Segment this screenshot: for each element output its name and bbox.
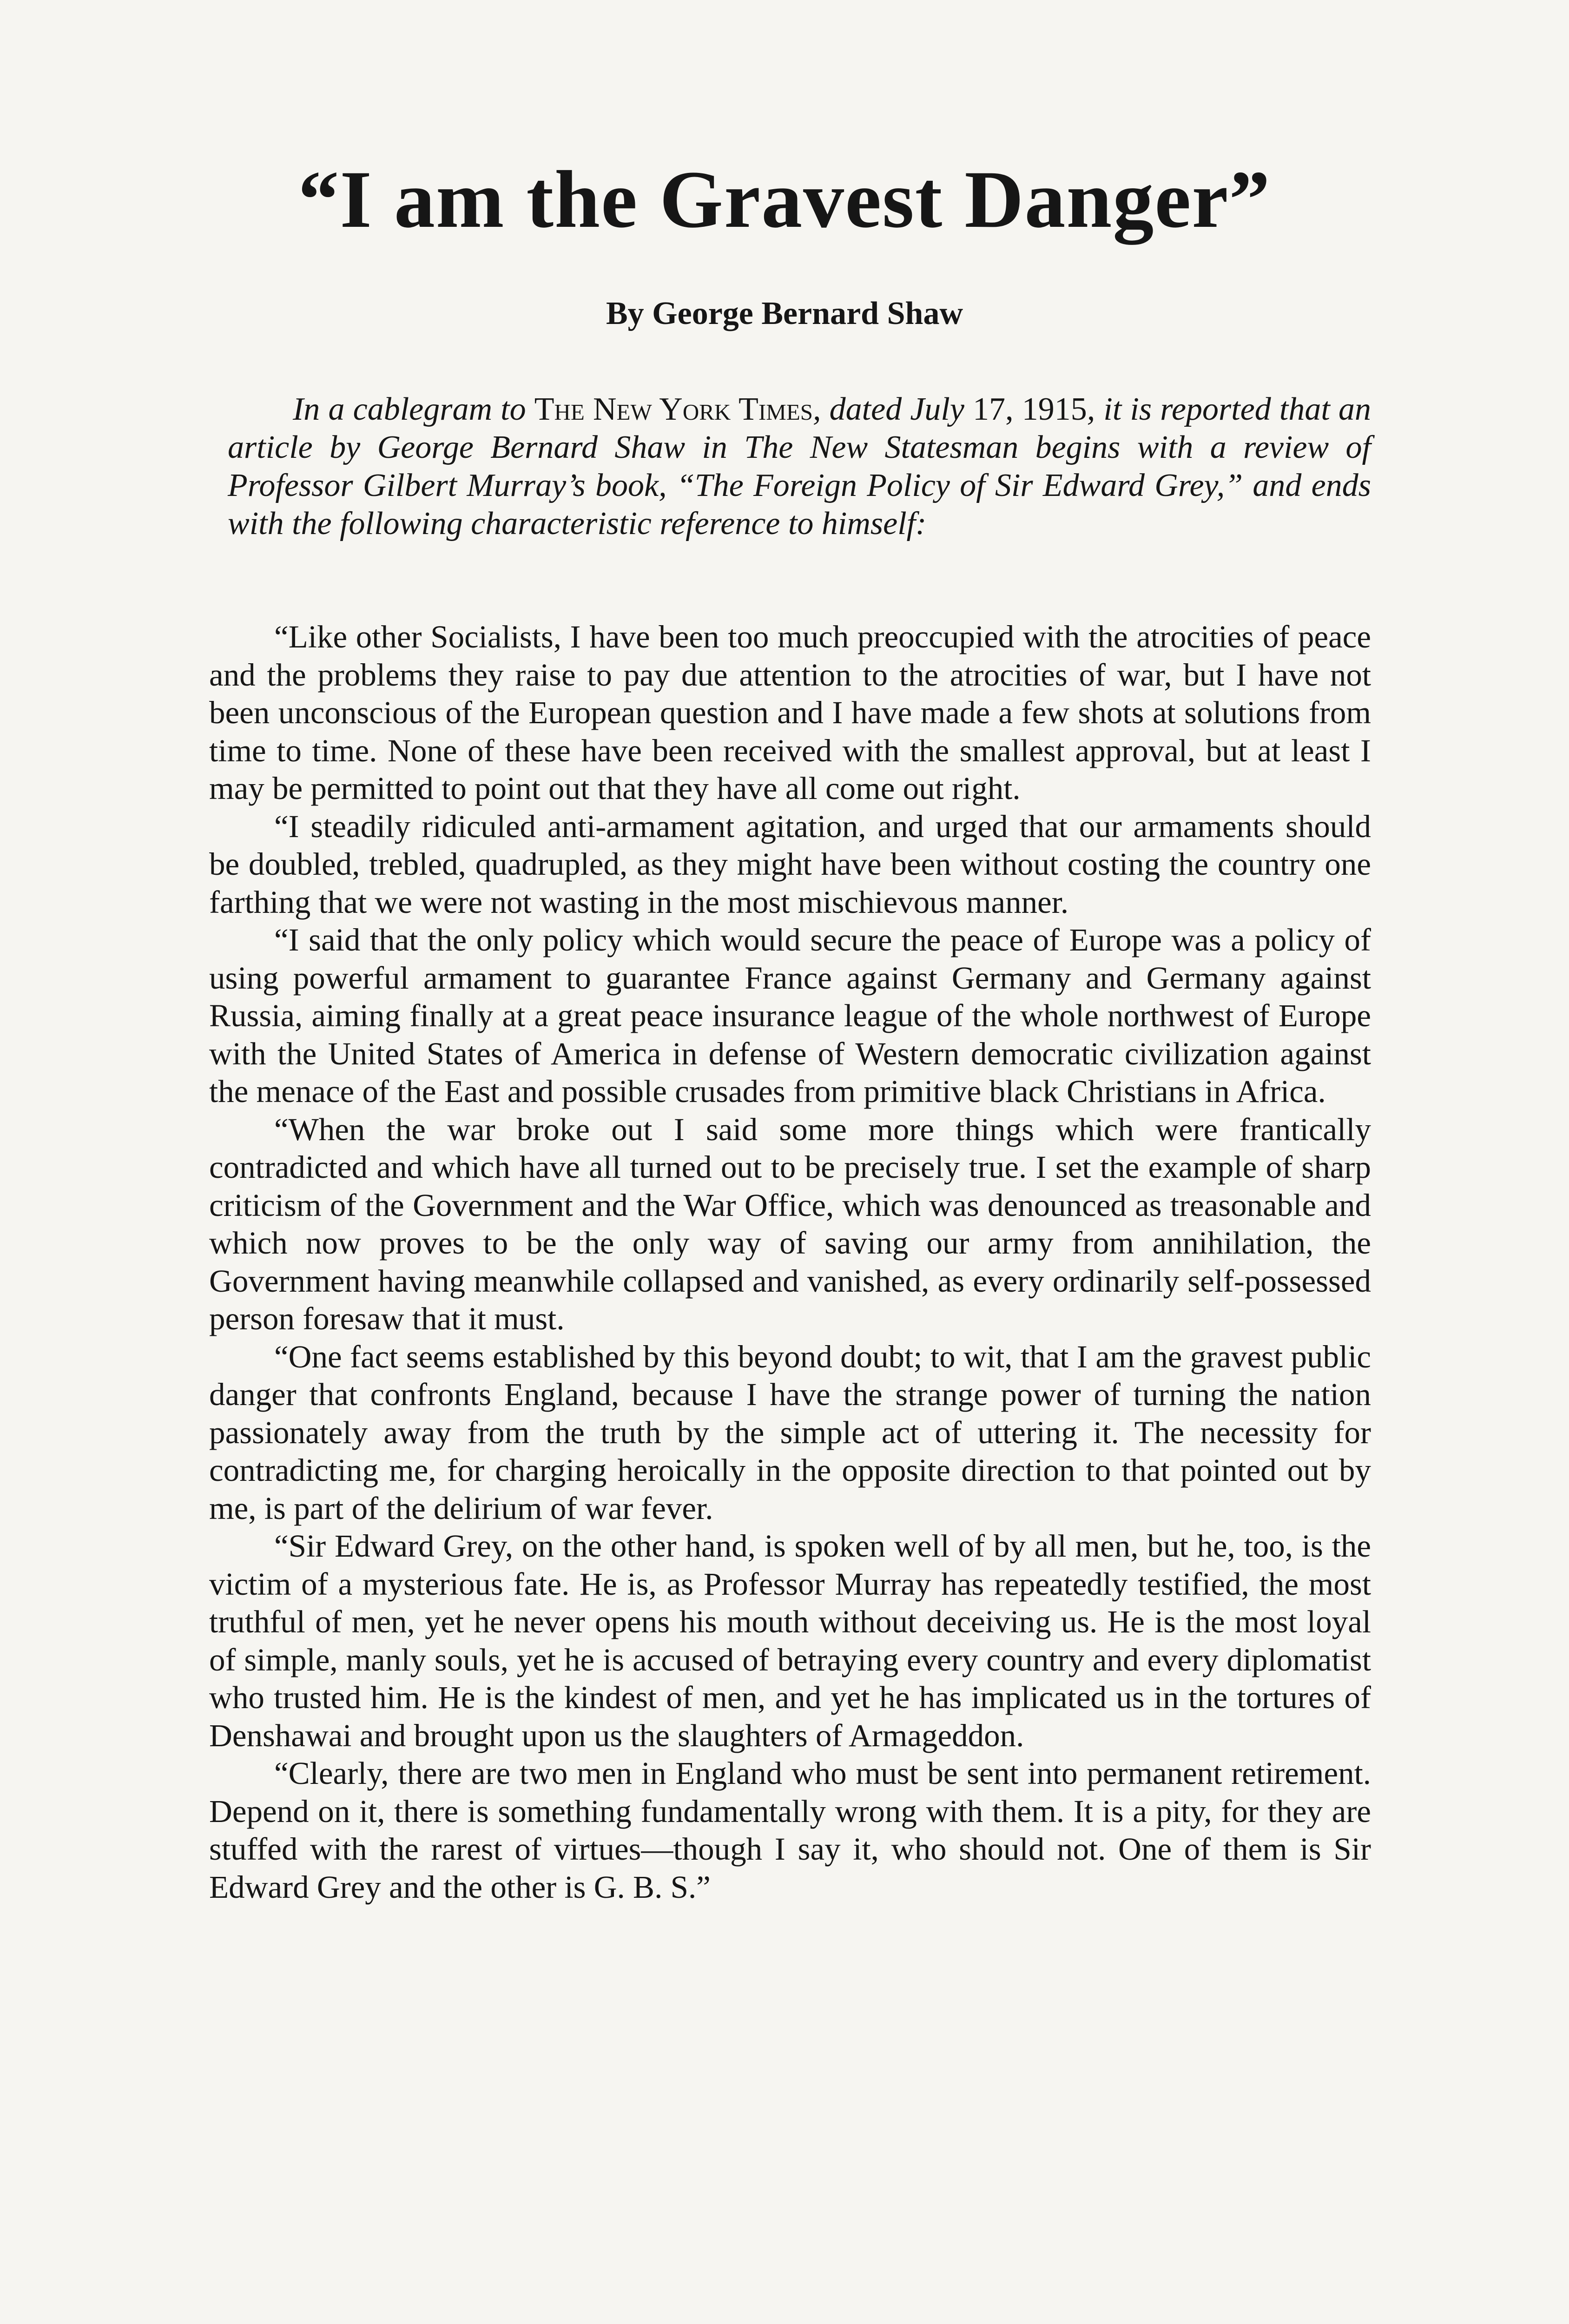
- intro-date: 17, 1915: [973, 391, 1087, 427]
- paragraph: “Like other Socialists, I have been too much preoccupied with the atrocities of peace and the problems they raise to pay due attention to the atrocities of war, but I have not been unconscious of the European question and I have made a few shots at solutions from time to time. None of these have been received with the smallest approval, but at least I may be permitted to point out that they have all come out right.: [209, 619, 1371, 806]
- paragraph: “I steadily ridiculed anti-armament agitation, and urged that our armaments should be doubled, trebled, quadrupled, as they might have been without costing the country one farthing that we were not wasting in the most mischievous manner.: [209, 808, 1371, 920]
- byline: By George Bernard Shaw: [606, 296, 963, 331]
- paragraph: “One fact seems established by this beyond doubt; to wit, that I am the gravest public danger that confronts England, because I have the strange power of turning the nation passionately away from the truth by the simple act of uttering it. The necessity for contradicting me, for charging heroically in the opposite direction to that pointed out by me, is part of the delirium of war fever.: [209, 1339, 1371, 1526]
- newspaper-name: The New York Times: [534, 391, 813, 427]
- paragraph: “When the war broke out I said some more things which were frantically contradicted and which have all turned out to be precisely true. I set the example of sharp criticism of the Government and the War Office, which was denounced as treasonable and which now proves to be the only way of saving our army from annihilation, the Government having meanwhile collapsed and vanished, as every ordinarily self-possessed person foresaw that it must.: [209, 1111, 1371, 1336]
- article-title: “I am the Gravest Danger”: [298, 154, 1271, 245]
- intro-note: [228, 390, 1371, 543]
- paragraph: “Clearly, there are two men in England who must be sent into permanent retirement. Depend on it, there is something fundamentally wrong with them. It is a pity, for they are stuffed with the rarest of virtues—though I say it, who should not. One of them is Sir Edward Grey and the other is G. B. S.”: [209, 1756, 1371, 1905]
- paragraph: “Sir Edward Grey, on the other hand, is spoken well of by all men, but he, too, is the victim of a mysterious fate. He is, as Professor Murray has repeatedly testified, the most truthful of men, yet he never opens his mouth without deceiving us. He is the most loyal of simple, manly souls, yet he is accused of betraying every country and every diplomatist who trusted him. He is the kindest of men, and yet he has implicated us in the tortures of Denshawai and brought upon us the slaughters of Armageddon.: [209, 1528, 1371, 1753]
- intro-text-2: , dated July: [813, 391, 973, 427]
- intro-text-1: In a cablegram to: [293, 391, 534, 427]
- article-body: [209, 618, 1371, 1906]
- intro-text-3: , it is reported that an article by George Bernard Shaw in The New Statesman begins with a review of Professor Gilbert Murray’s book, “The Foreign Policy of Sir Edward Grey,” and ends with the following characteristic reference to himself:: [228, 391, 1371, 541]
- paragraph: “I said that the only policy which would secure the peace of Europe was a policy of using powerful armament to guarantee France against Germany and Germany against Russia, aiming finally at a great peace insurance league of the whole northwest of Europe with the United States of America in defense of Western democratic civilization against the menace of the East and possible crusades from primitive black Christians in Africa.: [209, 922, 1371, 1109]
